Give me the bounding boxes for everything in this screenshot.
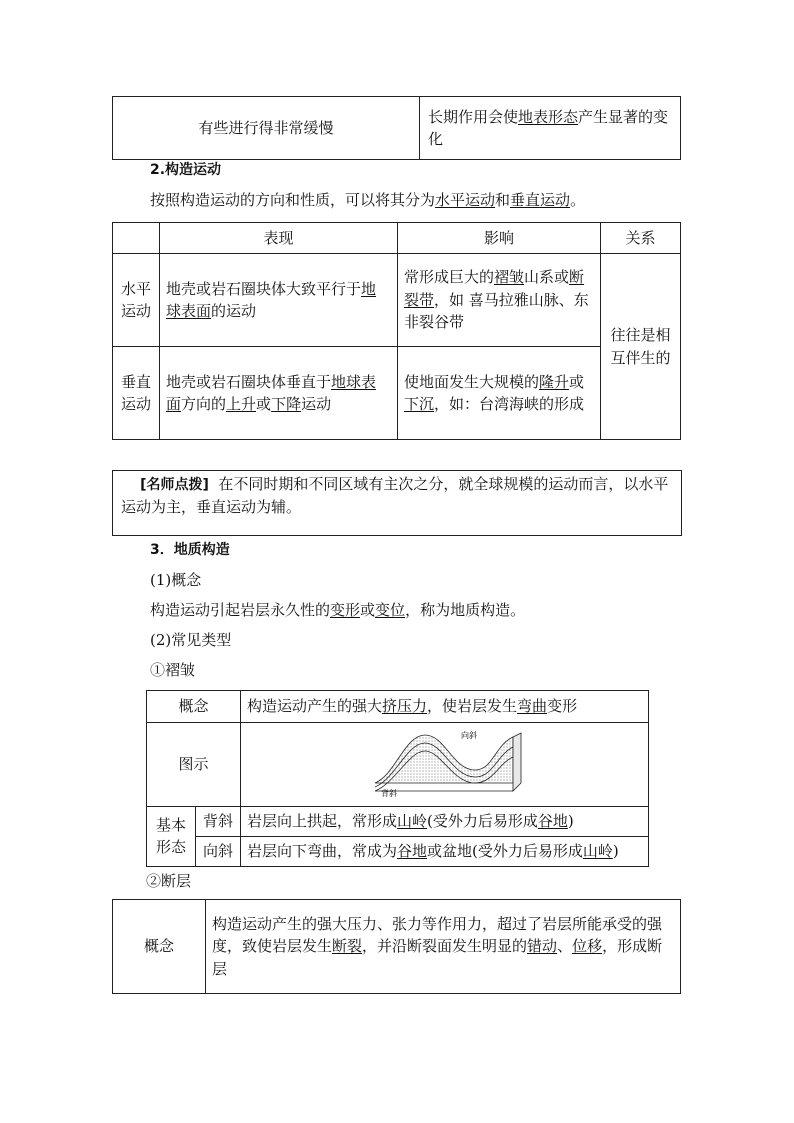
table-row xyxy=(113,900,681,994)
underlined-term: 变位 xyxy=(375,601,406,619)
underlined-term: 下沉 xyxy=(404,395,435,413)
text: ，称为地质构造。 xyxy=(405,601,526,619)
text: 常形成巨大的 xyxy=(404,268,495,287)
underlined-term: 山岭 xyxy=(582,841,613,860)
underlined-term: 水平运动 xyxy=(435,191,496,209)
text: ) xyxy=(567,811,574,830)
underlined-term: 谷地 xyxy=(537,811,568,830)
underlined-term: 弯曲 xyxy=(517,697,548,716)
top-table-right-cell xyxy=(420,97,681,160)
table-row xyxy=(113,347,681,440)
underlined-term: 下降 xyxy=(271,395,302,413)
text: ) xyxy=(612,841,619,860)
underlined-term: 断裂 xyxy=(332,937,363,956)
anticline-cell xyxy=(241,806,649,836)
underlined-term: 挤压力 xyxy=(382,697,428,716)
text: 。 xyxy=(570,191,586,209)
underlined-term: 地球表面 xyxy=(166,372,377,413)
row-sublabel: 向斜 xyxy=(196,836,241,866)
text: 构造运动产生的强大压力、张力等作用力，超过了岩层所能承受的强度，致使岩层发生 xyxy=(212,914,663,956)
text: 、 xyxy=(557,937,573,956)
underlined-term: 隆升 xyxy=(539,372,570,391)
underlined-term: 山岭 xyxy=(397,811,428,830)
cell-text: 长期作用会使 xyxy=(428,107,519,126)
underlined-term: 谷地 xyxy=(397,841,428,860)
fault-table xyxy=(112,899,681,994)
text: (受外力后易形成 xyxy=(427,811,538,830)
top-continuation-table xyxy=(112,96,681,160)
impact-cell xyxy=(398,347,601,440)
fold-concept-cell xyxy=(241,691,649,723)
tip-label: [名师点拨] xyxy=(140,477,209,493)
text: ，如：台湾海峡的形成 xyxy=(434,395,585,413)
desc-cell xyxy=(160,254,398,347)
underlined-term: 褶皱 xyxy=(494,268,525,287)
syncline-label: 向斜 xyxy=(460,731,477,740)
text: 构造运动产生的强大 xyxy=(247,697,383,716)
row-label: 概念 xyxy=(113,900,206,994)
underlined-term: 上升 xyxy=(226,395,257,413)
underlined-term: 地球表面 xyxy=(166,279,377,320)
table-row xyxy=(147,806,649,836)
concept-text xyxy=(150,599,525,622)
desc-cell xyxy=(160,347,398,440)
text: 构造运动引起岩层永久性的 xyxy=(150,601,331,619)
syncline-cell xyxy=(241,836,649,866)
text: 岩层向上拱起，常形成 xyxy=(247,811,398,830)
subheading-concept: (1)概念 xyxy=(150,571,202,589)
text: 地壳或岩石圈块体垂直于 xyxy=(166,372,332,391)
section-intro xyxy=(150,189,585,212)
table-row xyxy=(147,836,649,866)
subheading-types: (2)常见类型 xyxy=(150,631,232,649)
text: 山系或 xyxy=(524,268,570,287)
teacher-tip-box xyxy=(112,470,682,536)
text: ，使岩层发生 xyxy=(427,697,518,716)
top-table-left-cell xyxy=(113,97,420,160)
diagram-cell xyxy=(241,723,649,807)
item-fault: ②断层 xyxy=(146,872,192,890)
text: ，形成断层 xyxy=(212,937,663,978)
text: 地壳或岩石圈块体大致平行于 xyxy=(166,279,362,298)
text: 方向的 xyxy=(181,395,227,413)
row-label: 垂直运动 xyxy=(113,347,160,440)
row-label: 水平运动 xyxy=(113,254,160,347)
underlined-term: 变形 xyxy=(330,601,361,619)
text: 岩层向下弯曲，常成为 xyxy=(247,841,398,860)
fold-diagram xyxy=(365,725,525,797)
cell-text: 有些进行得非常缓慢 xyxy=(198,118,334,137)
table-row xyxy=(147,723,649,807)
text: 或 xyxy=(360,601,376,619)
motion-table xyxy=(112,222,681,440)
header-cell: 影响 xyxy=(398,223,601,254)
cell-text: 产生显著的变化 xyxy=(428,107,669,148)
text: 或 xyxy=(569,372,585,391)
header-cell: 表现 xyxy=(160,223,398,254)
fold-table xyxy=(146,690,649,867)
table-row xyxy=(113,254,681,347)
row-label: 图示 xyxy=(147,723,241,807)
header-cell xyxy=(113,223,160,254)
row-label: 概念 xyxy=(147,691,241,723)
relation-cell: 往往是相互伴生的 xyxy=(601,254,681,440)
text: ，并沿断裂面发生明显的 xyxy=(362,937,528,956)
section-heading-tectonic: 2.构造运动 xyxy=(150,162,222,178)
text: 或盆地(受外力后易形成 xyxy=(427,841,583,860)
row-sublabel: 背斜 xyxy=(196,806,241,836)
text: ，如 喜马拉雅山脉、东非裂谷带 xyxy=(404,290,589,332)
text: 使地面发生大规模的 xyxy=(404,372,540,391)
underlined-term: 垂直运动 xyxy=(510,191,571,209)
tip-text: 在不同时期和不同区域有主次之分，就全球规模的运动而言，以水平运动为主，垂直运动为辅。 xyxy=(121,475,669,516)
anticline-label: 背斜 xyxy=(380,789,397,797)
row-label: 基本形态 xyxy=(147,806,196,866)
text: 运动 xyxy=(301,395,332,413)
fault-concept-cell xyxy=(206,900,681,994)
table-row xyxy=(147,691,649,723)
header-cell: 关系 xyxy=(601,223,681,254)
underlined-term: 位移 xyxy=(572,937,603,956)
impact-cell xyxy=(398,254,601,347)
underlined-term: 断裂带 xyxy=(404,268,585,309)
section-heading-geologic: 3．地质构造 xyxy=(150,542,230,558)
text: 和 xyxy=(495,191,511,209)
text: 变形 xyxy=(547,697,578,716)
text: 或 xyxy=(256,395,272,413)
text: 的运动 xyxy=(211,302,257,320)
text: 按照构造运动的方向和性质，可以将其分为 xyxy=(150,191,436,209)
underlined-term: 地表形态 xyxy=(518,107,579,126)
underlined-term: 错动 xyxy=(527,937,558,956)
item-fold: ①褶皱 xyxy=(150,661,196,679)
